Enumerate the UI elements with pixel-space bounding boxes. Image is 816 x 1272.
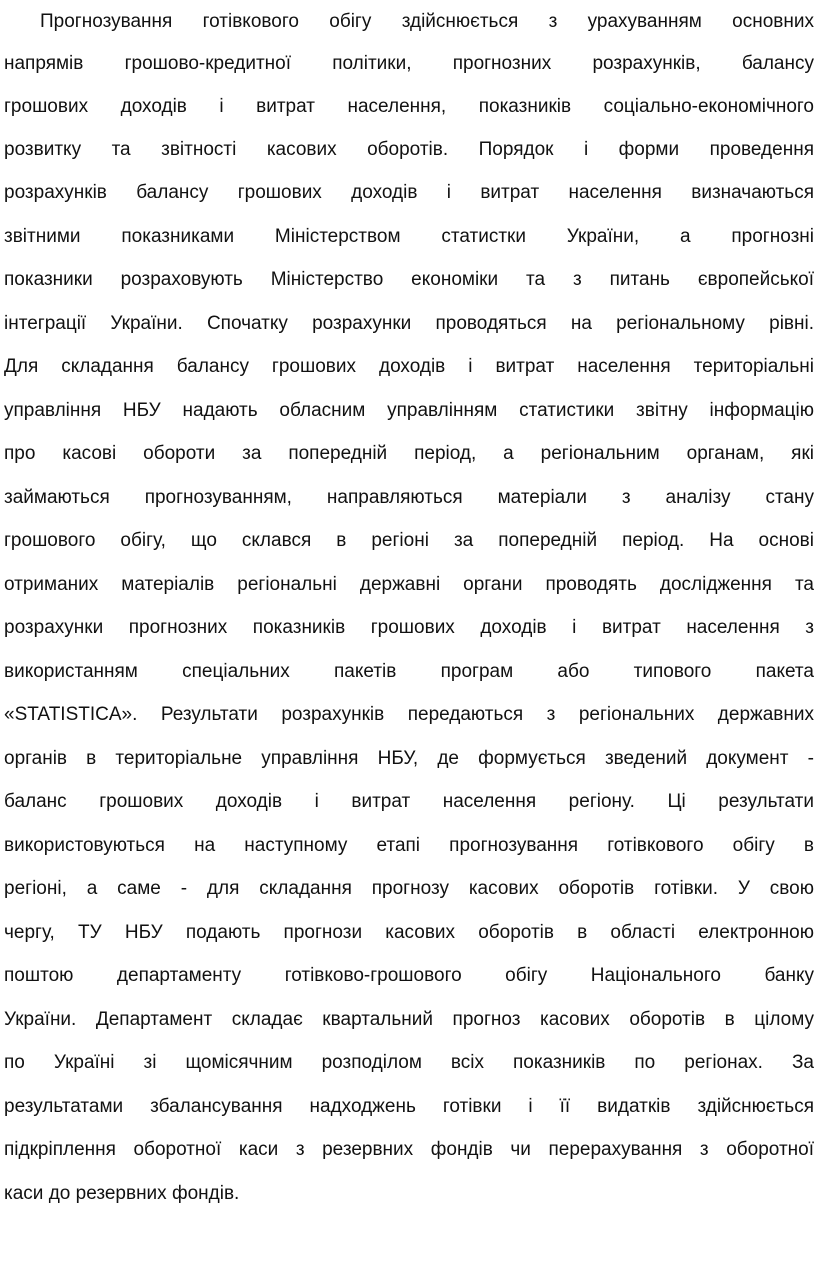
text-line: інтеграції України. Спочатку розрахунки проводяться на регіональному рівні. <box>4 313 814 334</box>
text-line: показники розраховують Міністерство економіки та з питань європейської <box>4 269 814 290</box>
text-line: звітними показниками Міністерством статистки України, а прогнозні <box>4 226 814 247</box>
text-line: управління НБУ надають обласним управлінням статистики звітну інформацію <box>4 400 814 421</box>
text-line: Для складання балансу грошових доходів і витрат населення територіальні <box>4 356 814 377</box>
text-line: грошового обігу, що склався в регіоні за попередній період. На основі <box>4 530 814 551</box>
text-line: використанням спеціальних пакетів програм або типового пакета <box>4 661 814 682</box>
text-line: каси до резервних фондів. <box>4 1183 240 1204</box>
text-line: України. Департамент складає квартальний прогноз касових оборотів в цілому <box>4 1009 814 1030</box>
text-line: про касові обороти за попередній період, а регіональним органам, які <box>4 443 814 464</box>
text-line: Прогнозування готівкового обігу здійснюється з урахуванням основних <box>40 11 814 32</box>
text-line: результатами збалансування надходжень готівки і її видатків здійснюється <box>4 1096 814 1117</box>
text-line: розрахунків балансу грошових доходів і витрат населення визначаються <box>4 182 814 203</box>
text-line: напрямів грошово-кредитної політики, прогнозних розрахунків, балансу <box>4 53 814 74</box>
text-line: по Україні зі щомісячним розподілом всіх показників по регіонах. За <box>4 1052 814 1073</box>
text-line: органів в територіальне управління НБУ, де формується зведений документ - <box>4 748 814 769</box>
text-line: отриманих матеріалів регіональні державні органи проводять дослідження та <box>4 574 814 595</box>
text-line: регіоні, а саме - для складання прогнозу касових оборотів готівки. У свою <box>4 878 814 899</box>
text-line: грошових доходів і витрат населення, показників соціально-економічного <box>4 96 814 117</box>
text-line: розрахунки прогнозних показників грошових доходів і витрат населення з <box>4 617 814 638</box>
text-line: підкріплення оборотної каси з резервних фондів чи перерахування з оборотної <box>4 1139 814 1160</box>
text-line: займаються прогнозуванням, направляються матеріали з аналізу стану <box>4 487 814 508</box>
text-line: використовуються на наступному етапі прогнозування готівкового обігу в <box>4 835 814 856</box>
text-line: баланс грошових доходів і витрат населення регіону. Ці результати <box>4 791 814 812</box>
text-line: поштою департаменту готівково-грошового обігу Національного банку <box>4 965 814 986</box>
text-line: розвитку та звітності касових оборотів. Порядок і форми проведення <box>4 139 814 160</box>
text-line: чергу, ТУ НБУ подають прогнози касових оборотів в області електронною <box>4 922 814 943</box>
text-line: «STATISTICA». Результати розрахунків передаються з регіональних державних <box>4 704 814 725</box>
